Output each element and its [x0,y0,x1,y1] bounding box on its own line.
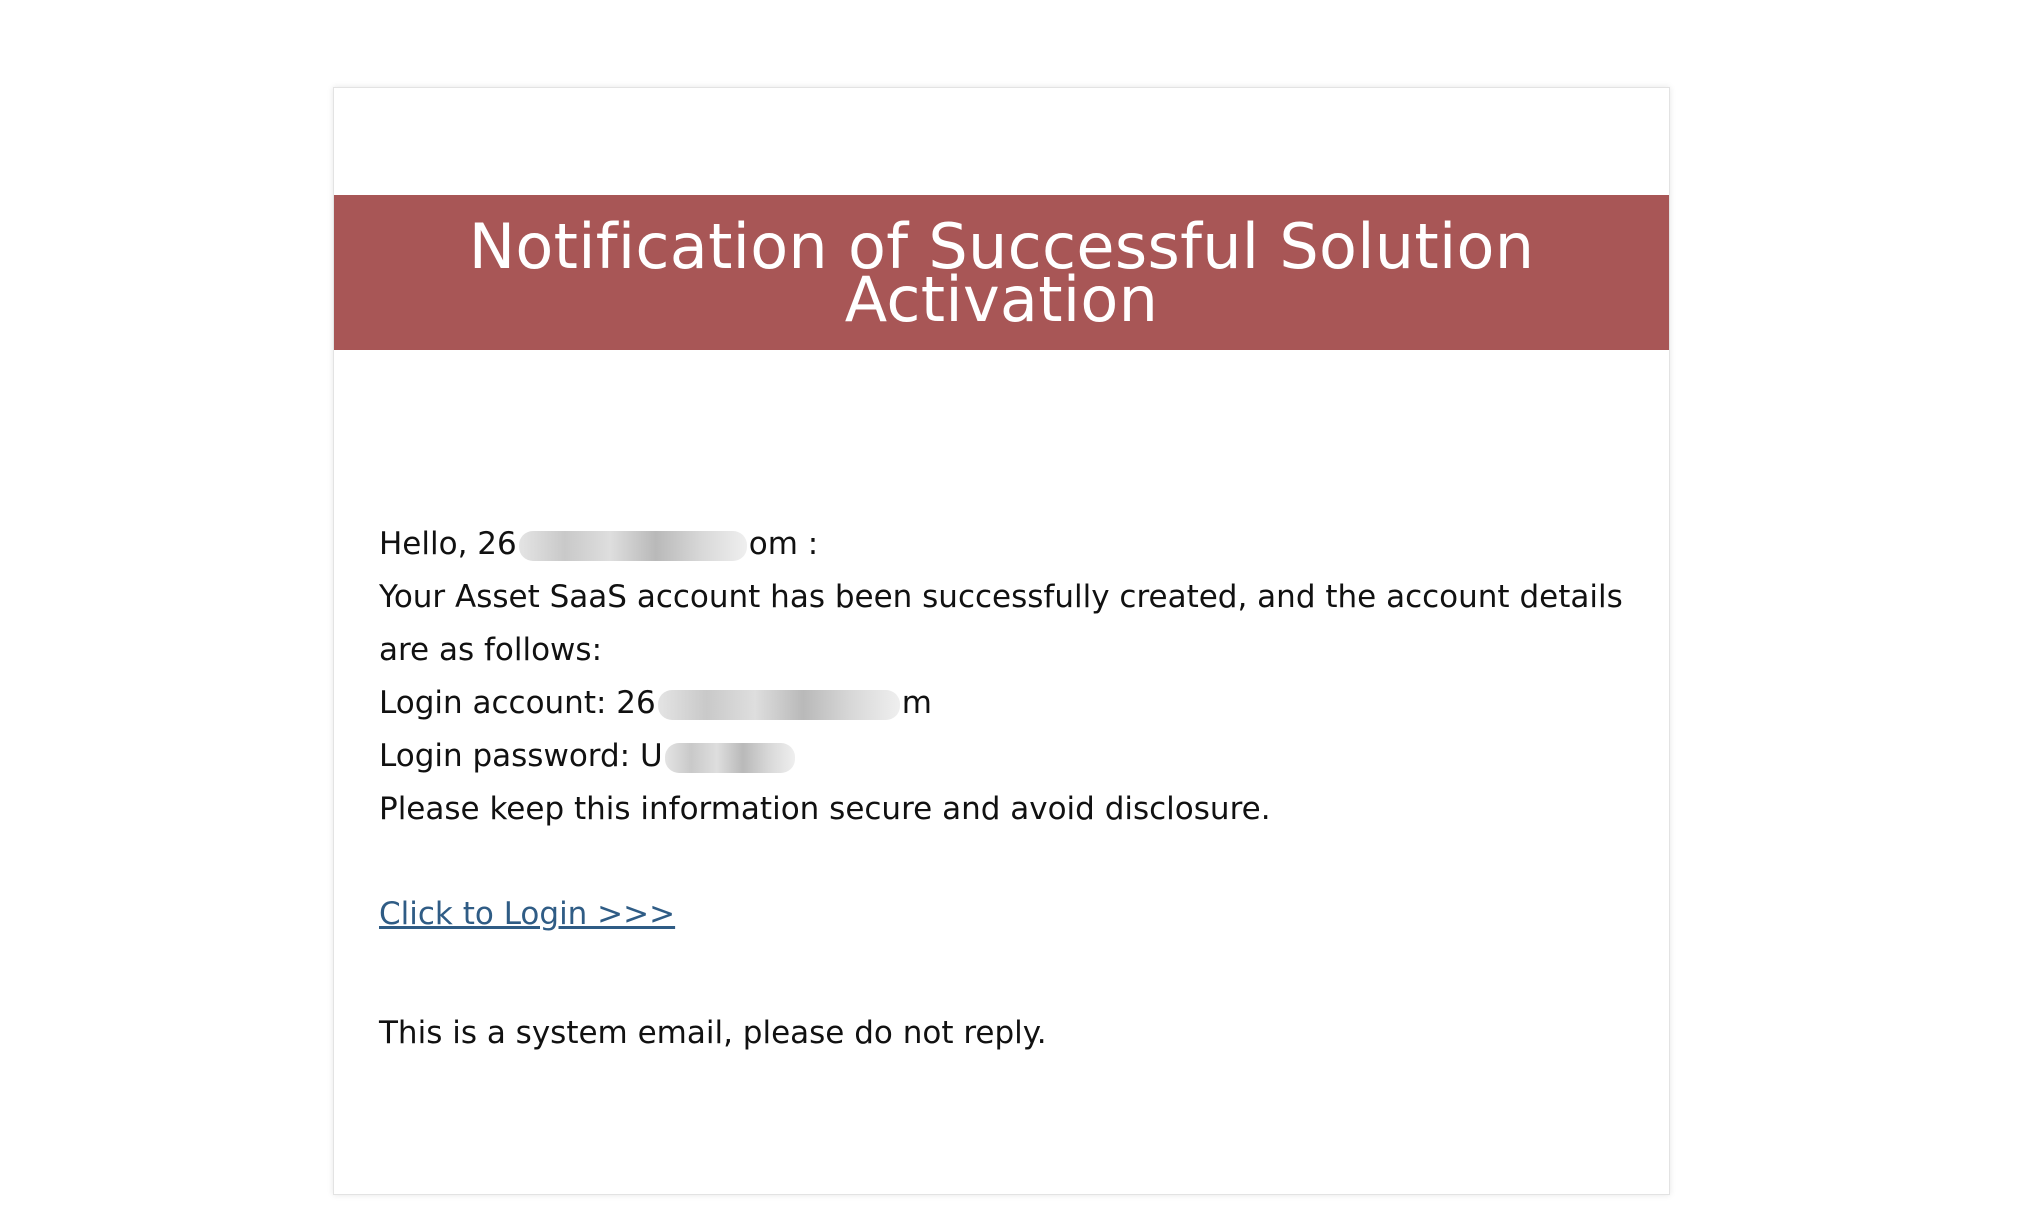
email-title: Notification of Successful Solution Activation [468,209,1535,336]
greeting-suffix: om : [748,526,819,562]
login-account-label: Login account: 26 [379,685,656,721]
security-note: Please keep this information secure and avoid disclosure. [379,791,1271,827]
email-body [379,518,1659,1060]
login-account-line [379,677,1659,730]
redacted-account-blur [658,690,900,720]
login-password-label: Login password: U [379,738,663,774]
account-created-message: Your Asset SaaS account has been successfully created, and the account details are as follows: [379,579,1623,668]
greeting-prefix: Hello, 26 [379,526,517,562]
email-card [333,87,1670,1195]
spacer [379,836,1659,888]
login-password-line [379,730,1659,783]
redacted-password-blur [665,743,795,773]
system-email-note: This is a system email, please do not reply. [379,1015,1047,1051]
spacer [379,941,1659,1007]
login-account-suffix: m [901,685,932,721]
email-header-banner [334,195,1669,350]
redacted-email-blur [519,531,747,561]
login-link-line [379,888,1659,941]
greeting-line [379,518,1659,571]
click-to-login-link[interactable]: Click to Login >>> [379,896,676,932]
